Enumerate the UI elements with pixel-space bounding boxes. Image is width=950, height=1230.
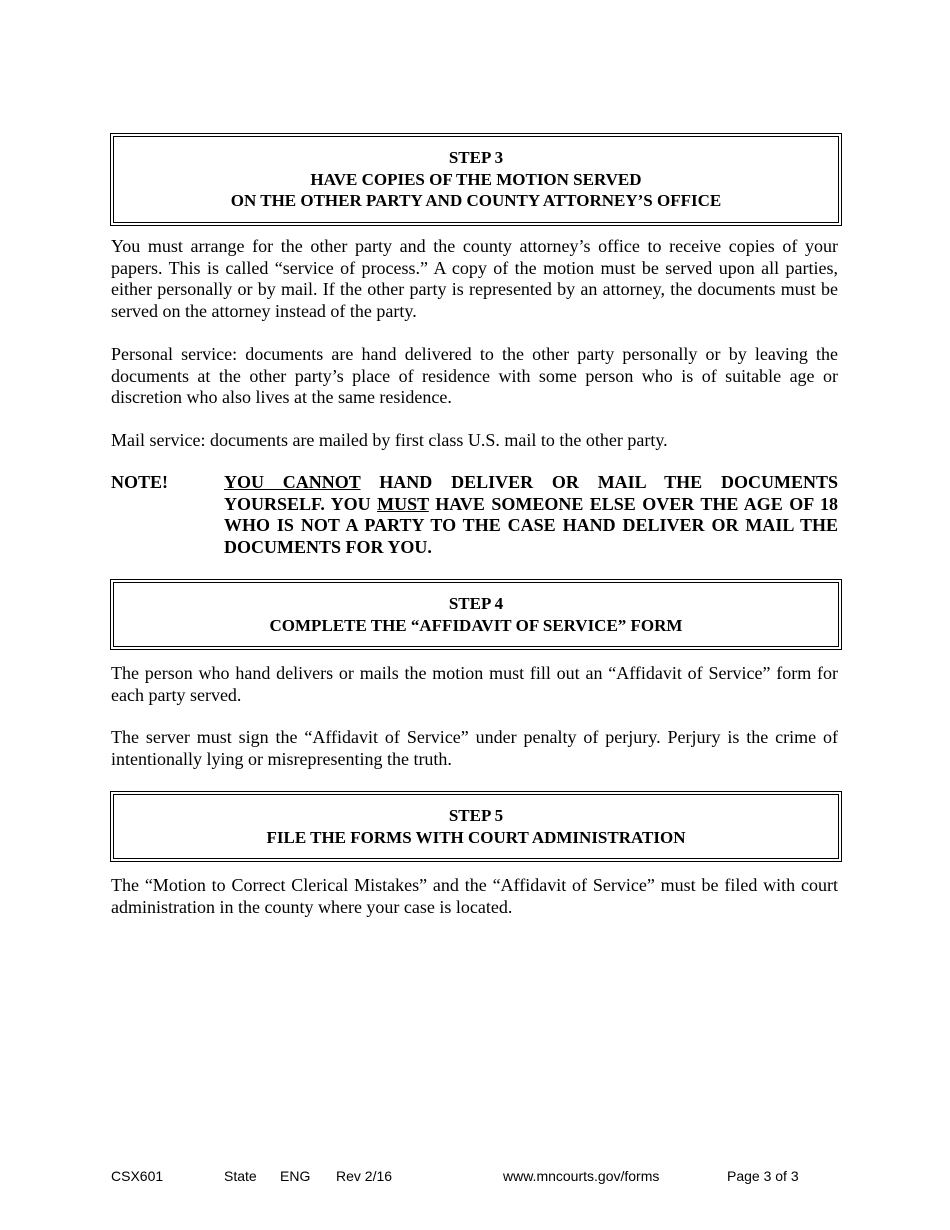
step4-number: STEP 4 [448, 594, 504, 613]
form-number: CSX601 [111, 1168, 164, 1184]
note-block [111, 472, 838, 558]
mail-service-paragraph: Mail service: documents are mailed by first class U.S. mail to the other party. [111, 430, 668, 450]
step4-header [110, 579, 842, 650]
note-text-part1: HAND DELIVER OR MAIL THE DOCUMENTS YOURSELF. YOU [224, 472, 838, 514]
step3-header [110, 133, 842, 226]
affidavit-paragraph: The person who hand delivers or mails the motion must fill out an “Affidavit of Service” form for each party served. [111, 663, 838, 705]
perjury-paragraph: The server must sign the “Affidavit of Service” under penalty of perjury. Perjury is the crime of intentionally lying or misrepresenting the truth. [111, 727, 838, 769]
step5-title: FILE THE FORMS WITH COURT ADMINISTRATION [266, 827, 686, 847]
step4-title: COMPLETE THE “AFFIDAVIT OF SERVICE” FORM [269, 615, 683, 635]
note-label: NOTE! [111, 472, 169, 492]
footer-url: www.mncourts.gov/forms [503, 1168, 660, 1184]
personal-service-paragraph: Personal service: documents are hand delivered to the other party personally or by leaving the documents at the other party’s place of residence with some person who is of suitable age or discretion who also lives at the same residence. [111, 344, 838, 407]
step5-number: STEP 5 [448, 806, 504, 825]
footer-revision: Rev 2/16 [336, 1168, 393, 1184]
step3-title-line2: ON THE OTHER PARTY AND COUNTY ATTORNEY’S OFFICE [230, 191, 722, 210]
step5-header [110, 791, 842, 862]
service-of-process-paragraph: You must arrange for the other party and the county attorney’s office to receive copies of your papers. This is called “service of process.” A copy of the motion must be served upon all parties, either personally or by mail. If the other party is represented by an attorney, the documents must be served on the attorney instead of the party. [111, 236, 838, 321]
note-text [224, 472, 838, 558]
footer-state: State [224, 1168, 257, 1184]
step3-title-line1: HAVE COPIES OF THE MOTION SERVED [310, 169, 642, 189]
filing-paragraph: The “Motion to Correct Clerical Mistakes” and the “Affidavit of Service” must be filed with court administration in the county where your case is located. [111, 875, 838, 917]
note-underlined-cannot: YOU CANNOT [224, 472, 361, 492]
note-text-part2: HAVE SOMEONE ELSE OVER THE AGE OF 18 WHO IS NOT A PARTY TO THE CASE HAND DELIVER OR MAIL THE DOCUMENTS FOR YOU. [224, 493, 838, 557]
step3-number: STEP 3 [448, 148, 504, 167]
footer-page-number: Page 3 of 3 [727, 1168, 799, 1184]
footer-language: ENG [280, 1168, 311, 1184]
note-underlined-must: MUST [377, 493, 429, 514]
